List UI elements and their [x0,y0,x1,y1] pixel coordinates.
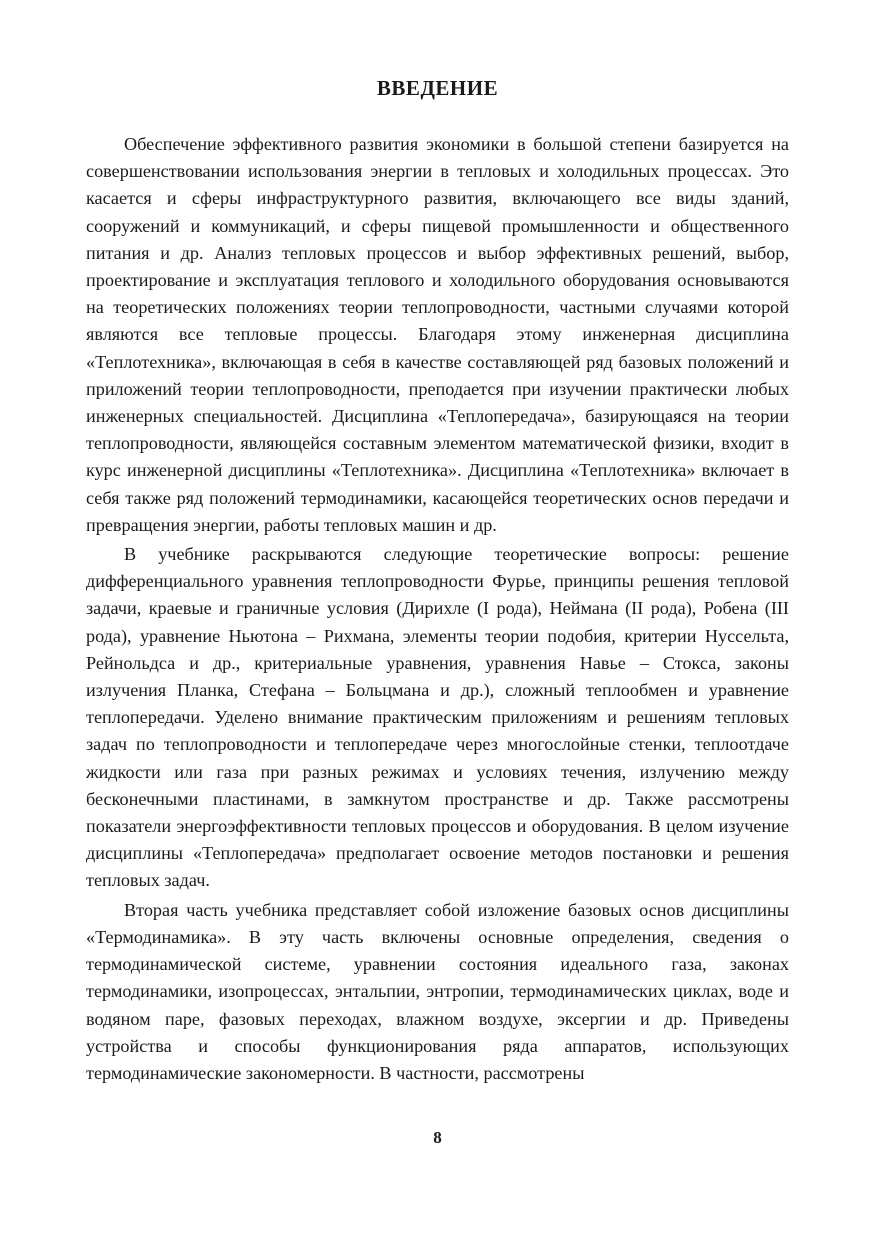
paragraph-1: Обеспечение эффективного развития экономики в большой степени базируется на совершенствовании использования энергии в тепловых и холодильных процессах. Это касается и сферы инфраструктурного развития, включающего все виды зданий, сооружений и коммуникаций, и сферы пищевой промышленности и общественного питания и др. Анализ тепловых процессов и выбор эффективных решений, выбор, проектирование и эксплуатация теплового и холодильного оборудования основываются на теоретических положениях теории теплопроводности, частными случаями которой являются все тепловые процессы. Благодаря этому инженерная дисциплина «Теплотехника», включающая в себя в качестве составляющей ряд базовых положений и приложений теории теплопроводности, преподается при изучении практически любых инженерных специальностей. Дисциплина «Теплопередача», базирующаяся на теории теплопроводности, являющейся составным элементом математической физики, входит в курс инженерной дисциплины «Теплотехника». Дисциплина «Теплотехника» включает в себя также ряд положений термодинамики, касающейся теоретических основ передачи и превращения энергии, работы тепловых машин и др. [86,134,789,535]
paragraph-3: Вторая часть учебника представляет собой изложение базовых основ дисциплины «Термодинамика». В эту часть включены основные определения, сведения о термодинамической системе, уравнении состояния идеального газа, законах термодинамики, изопроцессах, энтальпии, энтропии, термодинамических циклах, воде и водяном паре, фазовых переходах, влажном воздухе, эксергии и др. Приведены устройства и способы функционирования ряда аппаратов, использующих термодинамические закономерности. В частности, рассмотрены [86,899,789,1083]
section-heading: ВВЕДЕНИЕ [376,76,499,100]
page-number: 8 [433,1128,442,1147]
paragraph-2: В учебнике раскрываются следующие теоретические вопросы: решение дифференциального уравнения теплопроводности Фурье, принципы решения тепловой задачи, краевые и граничные условия (Дирихле (I рода), Неймана (II рода), Робена (III рода), уравнение Ньютона – Рихмана, элементы теории подобия, критерии Нуссельта, Рейнольдса и др., критериальные уравнения, уравнения Навье – Стокса, законы излучения Планка, Стефана – Больцмана и др.), сложный теплообмен и уравнение теплопередачи. Уделено внимание практическим приложениям и решениям тепловых задач по теплопроводности и теплопередаче через многослойные стенки, теплоотдаче жидкости или газа при разных режимах и условиях течения, излучению между бесконечными пластинами, в замкнутом пространстве и др. Также рассмотрены показатели энергоэффективности тепловых процессов и оборудования. В целом изучение дисциплины «Теплопередача» предполагает освоение методов постановки и решения тепловых задач. [86,544,789,891]
body-text [86,131,789,1087]
